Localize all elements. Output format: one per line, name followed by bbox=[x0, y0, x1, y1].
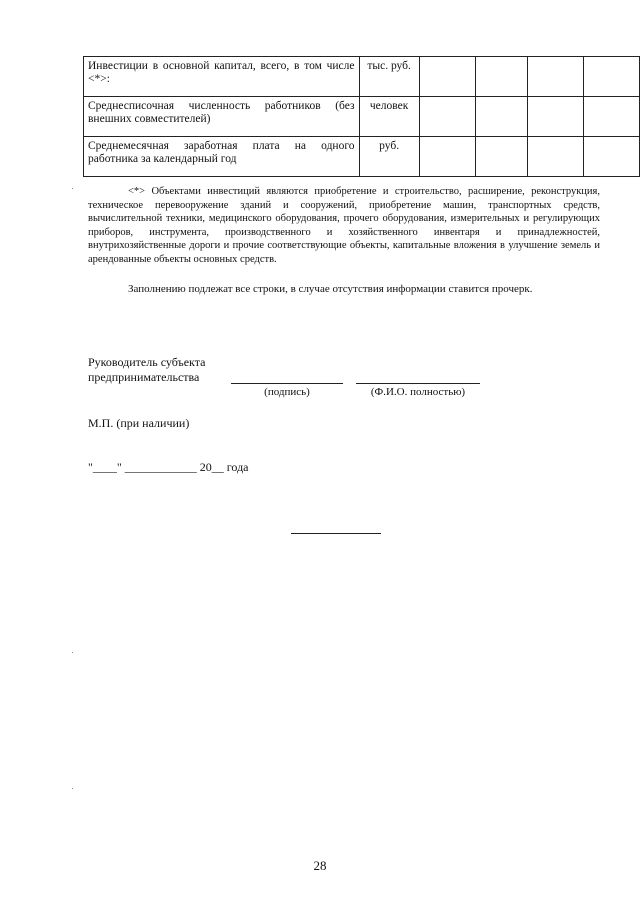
full-name-line bbox=[356, 383, 480, 384]
scan-speck bbox=[72, 788, 73, 789]
indicator-cell: Среднесписочная численность работников (без внешних совместителей) bbox=[84, 97, 360, 137]
page-number: 28 bbox=[313, 858, 327, 873]
head-of-entity-label bbox=[88, 355, 205, 385]
value-cell bbox=[583, 97, 639, 137]
fill-instruction: Заполнению подлежат все строки, в случае отсутствия информации ставится прочерк. bbox=[128, 283, 533, 295]
table-row bbox=[84, 57, 640, 97]
unit-cell: руб. bbox=[359, 137, 419, 177]
scan-speck bbox=[72, 652, 73, 653]
value-cell bbox=[527, 97, 583, 137]
table-row bbox=[84, 97, 640, 137]
scan-speck bbox=[72, 188, 73, 189]
value-cell bbox=[475, 57, 527, 97]
head-label-line1: Руководитель субъекта bbox=[88, 355, 206, 369]
value-cell bbox=[475, 97, 527, 137]
unit-cell: тыс. руб. bbox=[359, 57, 419, 97]
investment-footnote: <*> Объектами инвестиций являются приобретение и строительство, расширение, реконструкция, техническое перевооружение зданий и сооружений, приобретение машин, транспортных средств, вычислительной техники, медицинского оборудования, прочего оборудования, измерительных и регулирующих приборов, инструмента, производственного и хозяйственного инвентаря и принадлежностей, внутрихозяйственные дороги и прочие соответствующие объекты, капитальные вложения в улучшение земель и арендованные объекты основных средств. bbox=[88, 186, 600, 265]
value-cell bbox=[527, 137, 583, 177]
value-cell bbox=[583, 137, 639, 177]
indicator-cell: Инвестиции в основной капитал, всего, в том числе <*>: bbox=[84, 57, 360, 97]
head-label-line2: предпринимательства bbox=[88, 370, 200, 384]
stamp-place: М.П. (при наличии) bbox=[88, 416, 190, 430]
indicator-cell: Среднемесячная заработная плата на одного работника за календарный год bbox=[84, 137, 360, 177]
value-cell bbox=[419, 57, 475, 97]
value-cell bbox=[419, 97, 475, 137]
value-cell bbox=[475, 137, 527, 177]
value-cell bbox=[583, 57, 639, 97]
signature-line bbox=[231, 383, 343, 384]
value-cell bbox=[527, 57, 583, 97]
table-row bbox=[84, 137, 640, 177]
unit-cell: человек bbox=[359, 97, 419, 137]
indicators-table bbox=[83, 56, 640, 177]
signature-caption: (подпись) bbox=[264, 386, 310, 398]
value-cell bbox=[419, 137, 475, 177]
separator-line bbox=[291, 533, 381, 534]
date-line: "____" ____________ 20__ года bbox=[88, 460, 249, 474]
full-name-caption: (Ф.И.О. полностью) bbox=[370, 386, 466, 398]
